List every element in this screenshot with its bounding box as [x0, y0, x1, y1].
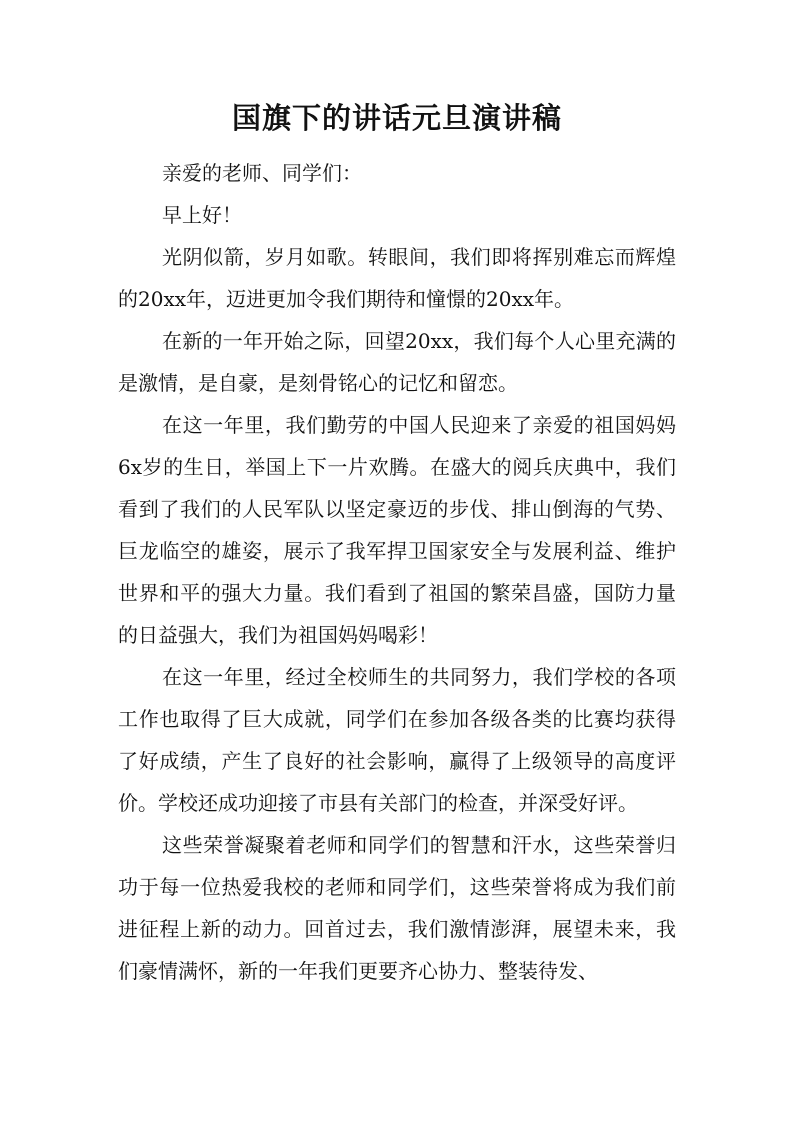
paragraph: 光阴似箭，岁月如歌。转眼间，我们即将挥别难忘而辉煌的20xx年，迈进更加令我们期待和憧憬的20xx年。 [118, 245, 676, 311]
paragraph: 在新的一年开始之际，回望20xx，我们每个人心里充满的是激情，是自豪，是刻骨铭心的记忆和留恋。 [118, 329, 676, 395]
paragraph: 在这一年里，经过全校师生的共同努力，我们学校的各项工作也取得了巨大成就，同学们在参加各级各类的比赛均获得了好成绩，产生了良好的社会影响，赢得了上级领导的高度评价。学校还成功迎接了市县有关部门的检查，并深受好评。 [118, 665, 676, 815]
paragraph-greeting: 亲爱的老师、同学们： [162, 161, 362, 185]
paragraph: 在这一年里，我们勤劳的中国人民迎来了亲爱的祖国妈妈6x岁的生日，举国上下一片欢腾。在盛大的阅兵庆典中，我们看到了我们的人民军队以坚定豪迈的步伐、排山倒海的气势、巨龙临空的雄姿，展示了我军捍卫国家安全与发展利益、维护世界和平的强大力量。我们看到了祖国的繁荣昌盛，国防力量的日益强大，我们为祖国妈妈喝彩！ [118, 413, 676, 647]
paragraph: 这些荣誉凝聚着老师和同学们的智慧和汗水，这些荣誉归功于每一位热爱我校的老师和同学们，这些荣誉将成为我们前进征程上新的动力。回首过去，我们激情澎湃，展望未来，我们豪情满怀，新的一年我们更要齐心协力、整装待发、 [118, 833, 676, 983]
paragraph-good-morning: 早上好！ [162, 203, 242, 227]
document-body [118, 152, 676, 992]
document-title: 国旗下的讲话元旦演讲稿 [231, 101, 562, 135]
